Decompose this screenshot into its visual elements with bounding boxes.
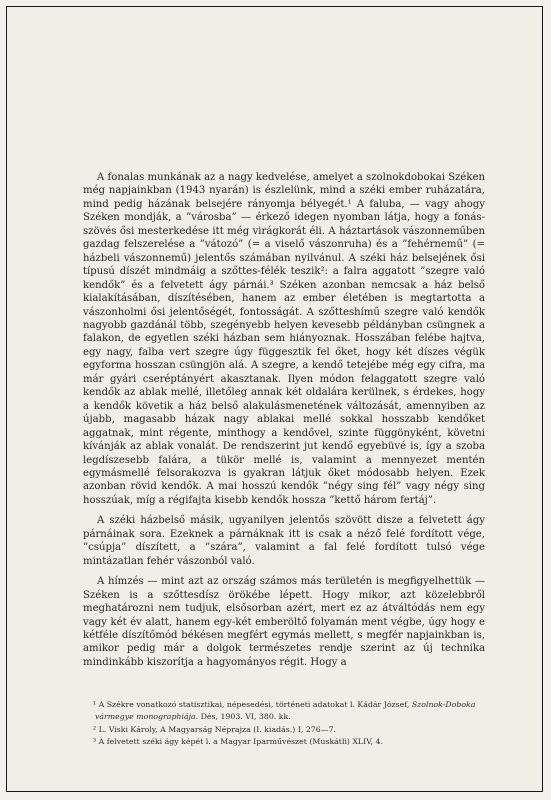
footnote-1-title: Szolnok-Doboka vármegye monographiája. (95, 700, 476, 722)
paragraph-1: A fonalas munkának az a nagy kedvelése, amelyet a szolnokdobokai Széken még napjainkban (1943 nyarán) is észlelünk, mind a széki ember ruházatára, mind pedig házának belsejére rányomja bélyegét.¹ A faluba, — vagy ahogy Széken mondják, a ”városba” — érkező idegen nyomban látja, hogy a fonás-szövés ősi mesterkedése itt még virágkorát éli. A háztartások vászonneműben gazdag felszerelése a ”vátozó” (= a viselő vászonruha) és a ”fehérnemű” (= házbeli vászonnemű) jelentős számában nyilvánul. A széki ház belsejének ősi típusú díszét mindmáig a szőttes-félék teszik²: a falra aggatott ”szegre való kendők” és a felvetett ágy párnái.³ Széken azonban nemcsak a ház belső kialakításában, díszítésében, hanem az ember életében is megtartotta a vászonholmi ősi jelentőségét, fontosságát. A szőtteshímű szegre való kendők nagyobb gazdánál több, szegényebb helyen kevesebb példányban csüngnek a falakon, de egyetlen széki házban sem hiányoznak. Hosszában felébe hajtva, egy nagy, falba vert szegre úgy függesztik fel őket, hogy két díszes végük egyforma hosszan csüngjön alá. A szegre, a kendő tetejébe még egy cifra, ma már gyári cseréptányért akasztanak. Ilyen módon felaggatott szegre való kendők az ablak mellé, illetőleg annak két oldalára kerülnek, s érdekes, hogy a kendők követik a ház belső alakulásmenetének változását, amennyiben az újabb, magasabb házak nagy ablakai mellé sokkal hosszabb kendőket aggatnak, mint régente, minthogy a kendővel, szinte függönyként, követni kívánják az ablak vonalát. De rendszerint jut kendő egyebüvé is, így a szoba legdíszesebb falára, a tükör mellé is, valamint a mennyezet mentén egymásmellé felsorakozva is gyakran látjuk őket módosabb helyen. Ezek azonban rövid kendők. A mai hosszú kendők ”négy sing fél” vagy négy sing hosszúak, míg a régifajta kisebb kendők hossza ”kettő három fertáj”. (83, 172, 485, 506)
footnote-1 (83, 699, 485, 724)
footnote-2: ² L. Viski Károly, A Magyarság Néprajza (I. kiadás.) I, 276—7. (93, 724, 336, 734)
page-sheet (6, 6, 543, 792)
footnotes (83, 699, 485, 748)
body-text (83, 171, 485, 676)
footnote-1-text: ¹ A Székre vonatkozó statisztikai, népesedési, történeti adatokat l. Kádár József, (93, 700, 412, 709)
paragraph-2: A széki házbelső másik, ugyanilyen jelentős szövött disze a felvetett ágy párnáinak sora. Ezeknek a párnáknak itt is csak a néző felé fordított vége, ”csúpja” díszített, a ”szára”, valamint a fal felé fordított tulsó vége mintázatlan fehér vászonból való. (83, 515, 485, 567)
footnote-3: ³ A felvetett széki ágy képét l. a Magyar Iparművészet (Muskátli) XLIV, 4. (93, 736, 383, 746)
paragraph-3: A hímzés — mint azt az ország számos más területén is megfigyelhettük — Széken is a szőttesdísz örökébe lépett. Hogy mikor, azt közelebbről meghatározni nem tudjuk, elsősorban azért, mert ez az átváltódás nem egy vagy két év alatt, hanem egy-két emberöltő folyamán ment végbe, úgy hogy e kétféle díszítőmód békésen megfért egymás mellett, s megfér napjainkban is, amikor pedig már a dolgok természetes rendje szerint az új technika mindinkább kiszorítja a hagyományos régit. Hogy a (83, 576, 485, 668)
footnote-1-tail: Dés, 1903. VI, 380. kk. (198, 712, 291, 722)
